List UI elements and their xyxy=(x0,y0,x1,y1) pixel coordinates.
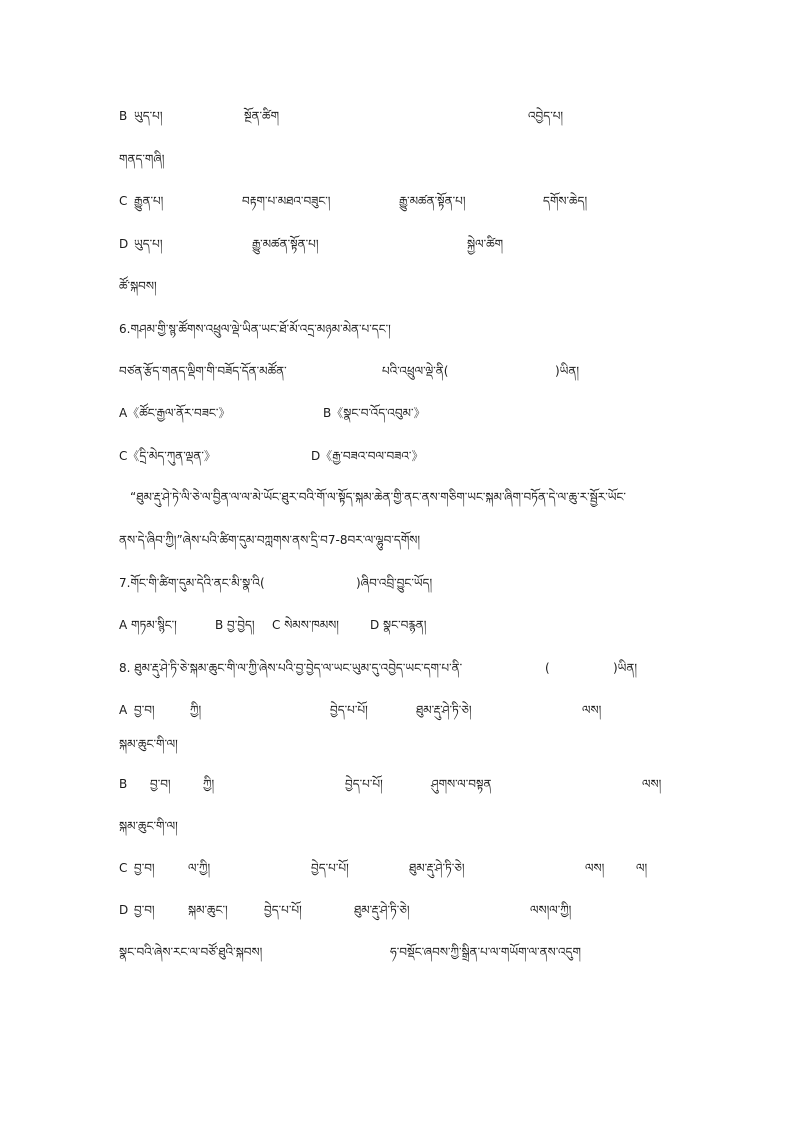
option-d: D《རྒྱ་བཟའ་བལ་བཟའ་》 xyxy=(311,449,424,463)
option-cell: དགོས་ཆེད། xyxy=(543,194,588,208)
footer-right: ཧ་བསྡོང་ཞབས་ཀྱི་སྒྲིན་པ་ལ་གཡོག་ལ་ནས་འདུག xyxy=(390,945,581,959)
option-letter: A xyxy=(119,703,128,717)
option-b: B《སྣང་བ་འོད་འབུམ་》 xyxy=(323,406,426,420)
option-cell: ཐུམ་རྡུ་ཤེ་ཏི་ཅེ། xyxy=(409,861,465,875)
option-letter: B xyxy=(119,777,128,791)
option-cell: ཡུད་པ། xyxy=(134,109,163,123)
passage-line-2: ནས་དེ་ཞིབ་ཀྱི།”ཞེས་པའི་ཚིག་དུམ་བཀླགས་ནས་དྲི་བ7-8བར་ལ་ལྷུབ་དགོས། xyxy=(119,533,421,547)
option-cell: རྒྱུ་མཚན་སྟོན་པ། xyxy=(252,237,319,251)
option-cell: ཡུད་པ། xyxy=(134,237,163,251)
option-letter: B xyxy=(119,109,128,123)
option-cell: བྱ་བ། xyxy=(150,777,171,791)
option-a: A《ཚོང་རྒྱལ་ནོར་བཟང་》 xyxy=(119,406,231,420)
option-c: C སེམས་ཁམས། xyxy=(272,618,339,632)
option-wrap: སྐམ་ཆུང་གི་ལ། xyxy=(119,819,178,833)
option-cell: ལས།ལ་ཀྱི། xyxy=(530,903,572,917)
option-cell: ལ་ཀྱི། xyxy=(188,861,211,875)
option-cell: འབྱེད་པ། xyxy=(528,109,564,123)
option-cell: ལས། xyxy=(642,777,662,791)
option-cell: རྒྱུ་མཚན་སྟོན་པ། xyxy=(399,194,466,208)
option-b: B བྱ་བྱེད། xyxy=(215,618,255,632)
question-6-stem: 6.གཤམ་གྱི་སྙ་ཚོགས་འཕྲུལ་ལྡེ་ཡིན་ཡང་ཐོ་མོ་འདྲ་མཉམ་མེན་པ་དང་། xyxy=(119,322,391,336)
option-cell: བྱེད་པ་པོ། xyxy=(345,777,383,791)
option-cell: སྔོན་ཚིག xyxy=(244,109,280,123)
option-cell: བྱ་བ། xyxy=(134,861,155,875)
option-cell: ཀྱི། xyxy=(190,703,202,717)
option-letter: D xyxy=(119,237,129,251)
option-cell: བྱེད་པ་པོ། xyxy=(330,703,368,717)
option-wrap: སྐམ་ཆུང་གི་ལ། xyxy=(119,737,178,751)
option-cell: ཤུགས་ལ་བསྟན xyxy=(431,777,492,791)
option-d: D སྣང་བརྙན། xyxy=(370,618,427,632)
option-cell: རྒྱུན་པ། xyxy=(134,194,164,208)
option-a: A གཏམ་སྙིང་། xyxy=(119,618,177,632)
option-letter: C xyxy=(119,861,128,875)
option-cell: བརྟག་པ་མཐའ་བཟུང་། xyxy=(242,194,331,208)
option-cell: ཀྱི། xyxy=(203,777,215,791)
option-wrap: གནད་གཞི། xyxy=(119,152,165,166)
option-wrap: ཚོ་སྐབས། xyxy=(119,279,157,293)
option-cell: སྐམ་ཆུང་། xyxy=(188,903,228,917)
footer-left: སྣང་བའི་ཞེས་རང་ལ་བཙོ་ཐུའི་སྐབས། xyxy=(119,945,263,959)
option-cell: བྱེད་པ་པོ། xyxy=(311,861,349,875)
option-cell: ཐུམ་རྡུ་ཤེ་ཏི་ཅེ། xyxy=(354,903,410,917)
option-cell: བྱ་བ། xyxy=(134,703,155,717)
option-cell: སྐྱེལ་ཚིག xyxy=(467,237,504,251)
option-cell: ཐུམ་རྡུ་ཤེ་ཏི་ཅེ། xyxy=(416,703,472,717)
passage-line-1: “ཐུམ་རྡུ་ཤེ་ཏེ་ལི་ཅེ་ལ་བྱིན་ལ་ལ་མེ་ཡོང་ཐུར་བའི་གོ་ལ་སྟོད་སྐམ་ཆེན་གྱི་ནང་ནས་གཅིག་ཡང་སྐམ་ཞིག་བཏོན་དེ་ལ་ཆུ་ར་སྦྱོར་ཡོང་ xyxy=(130,490,626,504)
option-letter: D xyxy=(119,903,129,917)
option-cell: ལས། xyxy=(582,703,602,717)
option-cell: བྱ་བ། xyxy=(134,903,155,917)
option-cell: ལས། xyxy=(585,861,605,875)
option-cell: ལ། xyxy=(636,861,648,875)
option-c: C《དྲི་མེད་ཀུན་ལྡན་》 xyxy=(119,449,216,463)
document-page: B ཡུད་པ། སྔོན་ཚིག འབྱེད་པ། གནད་གཞི། C རྒྱུན་པ། བརྟག་པ་མཐའ་བཟུང་། རྒྱུ་མཚན་སྟོན་པ། དགོས་ཆེད། D ཡུད་པ། རྒྱུ་མཚན་སྟོན་པ། སྐྱེལ་ཚིག ཚོ་སྐབས། 6.གཤམ་གྱི་སྙ་ཚོགས་འཕྲུལ་ལྡེ་ཡིན་ཡང་ཐོ་མོ་འདྲ་མཉམ་མེན་པ་དང་། བཙན་རྩོད་གནད་ལྡིག་གི་བཟོད་དོན་མཚོན་ པའི་འཕྲུལ་ལྡེ་ནི( )ཡིན། A《ཚོང་རྒྱལ་ནོར་བཟང་》 B《སྣང་བ་འོད་འབུམ་》 C《དྲི་མེད་ཀུན་ལྡན་》 D《རྒྱ་བཟའ་བལ་བཟའ་》 “ཐུམ་རྡུ་ཤེ་ཏེ་ལི་ཅེ་ལ་བྱིན་ལ་ལ་མེ་ཡོང་ཐུར་བའི་གོ་ལ་སྟོད་སྐམ་ཆེན་གྱི་ནང་ནས་གཅིག་ཡང་སྐམ་ཞིག་བཏོན་དེ་ལ་ཆུ་ར་སྦྱོར་ཡོང་ ནས་དེ་ཞིབ་ཀྱི།”ཞེས་པའི་ཚིག་དུམ་བཀླགས་ནས་དྲི་བ7-8བར་ལ་ལྷུབ་དགོས། 7.གོང་གི་ཚིག་དུམ་དེའི་ནང་མི་སྣ་འི( )ཞིབ་འབྲི་བྱུང་ཡོད། A གཏམ་སྙིང་། B བྱ་བྱེད། C སེམས་ཁམས། D སྣང་བརྙན། 8. ཐུམ་རྡུ་ཤེ་ཏི་ཅེ་སྐམ་ཆུང་གི་ལ་ཀྱི་ཞེས་པའི་བྱ་བྱེད་ལ་ཡང་ཡུམ་དུ་འབྱེད་ཡང་དག་པ་ནི་ ( )ཡིན། A བྱ་བ། ཀྱི། བྱེད་པ་པོ། ཐུམ་རྡུ་ཤེ་ཏི་ཅེ། ལས། སྐམ་ཆུང་གི་ལ། B བྱ་བ། ཀྱི། བྱེད་པ་པོ། ཤུགས་ལ་བསྟན ལས། སྐམ་ཆུང་གི་ལ། C བྱ་བ། ལ་ཀྱི། བྱེད་པ་པོ། ཐུམ་རྡུ་ཤེ་ཏི་ཅེ། ལས། ལ། D བྱ་བ། སྐམ་ཆུང་། བྱེད་པ་པོ། ཐུམ་རྡུ་ཤེ་ཏི་ཅེ། ལས།ལ་ཀྱི། སྣང་བའི་ཞེས་རང་ལ་བཙོ་ཐུའི་སྐབས། ཧ་བསྡོང་ཞབས་ཀྱི་སྒྲིན་པ་ལ་གཡོག་ལ་ནས་འདུག xyxy=(119,109,662,959)
option-cell: བྱེད་པ་པོ། xyxy=(264,903,302,917)
option-letter: C xyxy=(119,194,128,208)
